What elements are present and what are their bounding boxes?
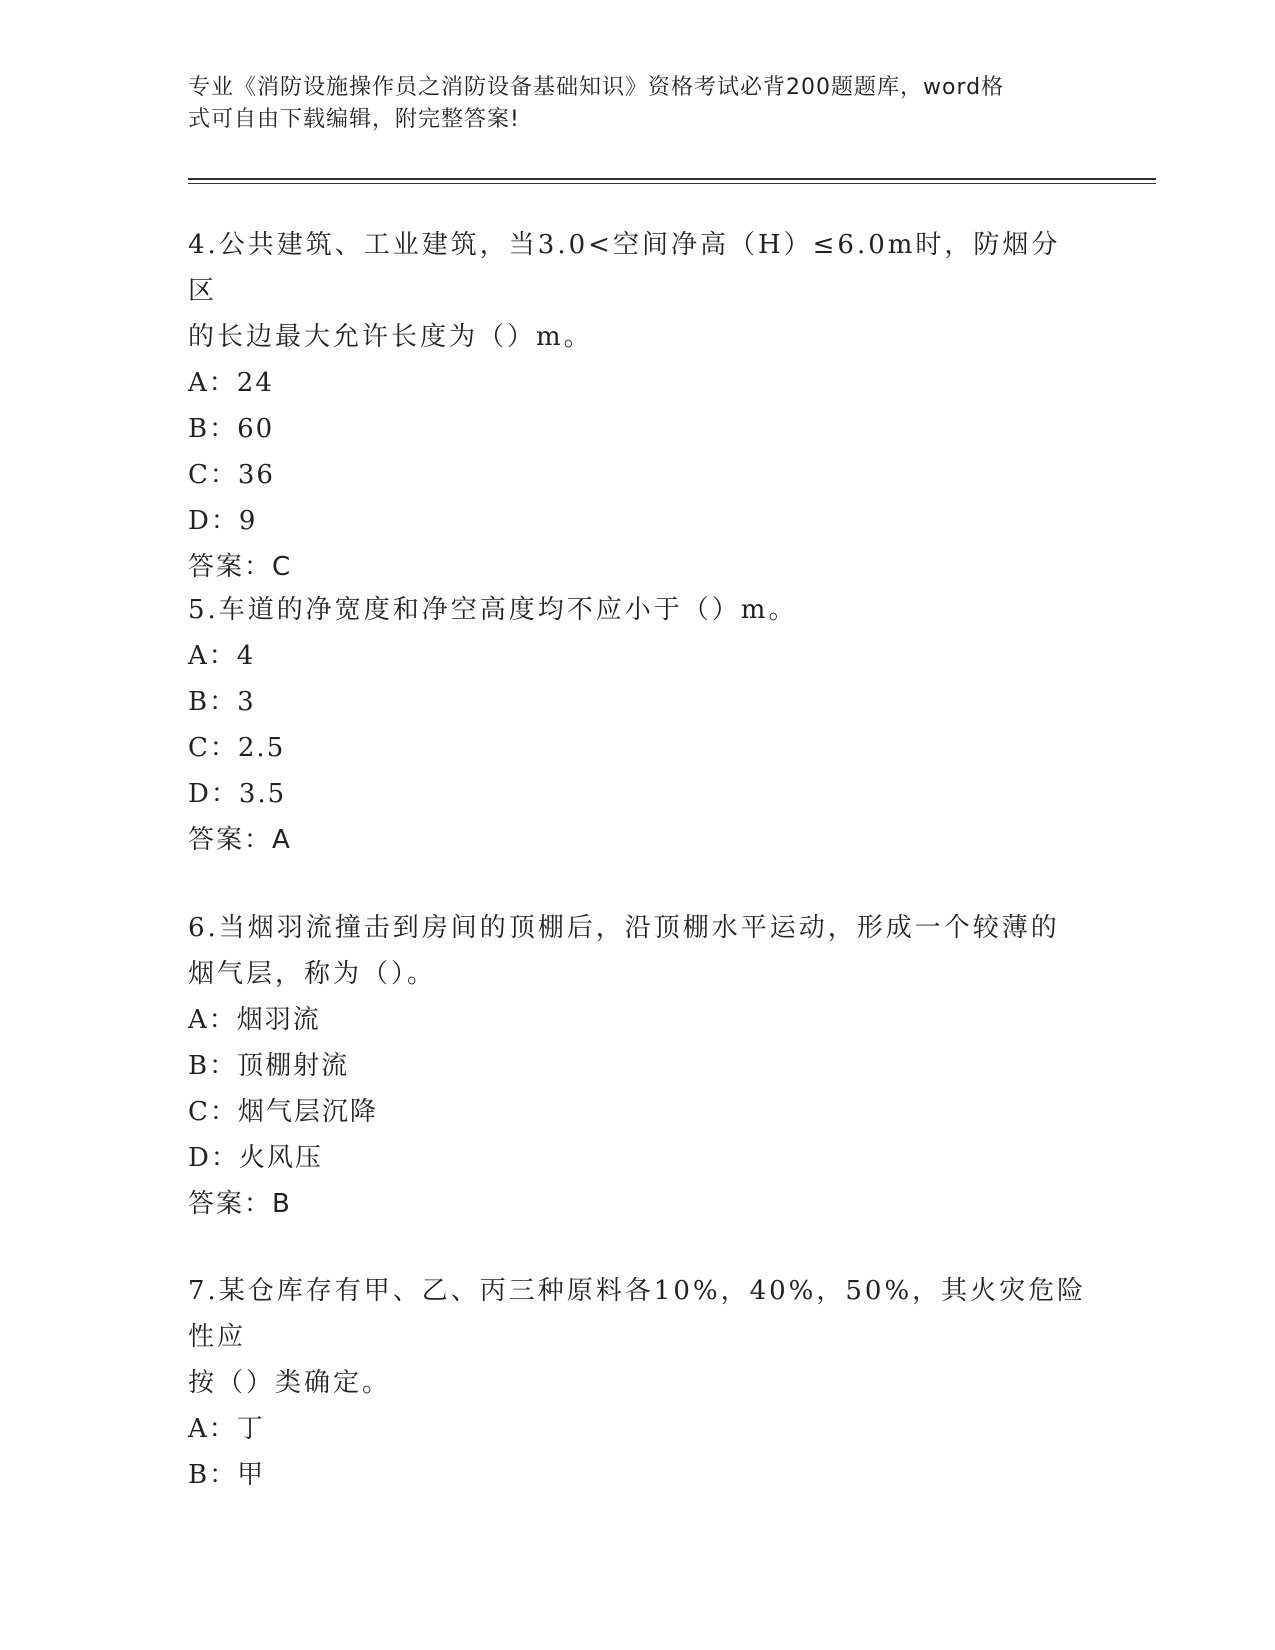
option-c: C：2.5 xyxy=(188,733,286,763)
question-stem-line: 4.公共建筑、工业建筑，当3.0<空间净高（H）≤6.0m时，防烟分区 xyxy=(188,230,1061,306)
question-stem-line: 烟气层，称为（）。 xyxy=(188,959,437,989)
option-a: A：4 xyxy=(188,641,256,671)
option-c: C：36 xyxy=(188,460,275,490)
question-stem-line: 的长边最大允许长度为（）m。 xyxy=(188,322,593,352)
question-4 xyxy=(188,222,1088,590)
answer-line: 答案：B xyxy=(188,1189,292,1219)
option-c: C：烟气层沉降 xyxy=(188,1097,378,1127)
header-divider-thin xyxy=(188,183,1156,184)
question-stem-line: 6.当烟羽流撞击到房间的顶棚后，沿顶棚水平运动，形成一个较薄的 xyxy=(188,913,1060,943)
question-stem-line: 按（）类确定。 xyxy=(188,1368,392,1398)
question-stem-line: 5.车道的净宽度和净空高度均不应小于（）m。 xyxy=(188,595,798,625)
document-header xyxy=(188,72,1068,136)
option-b: B：甲 xyxy=(188,1460,266,1490)
header-line-2: 式可自由下载编辑，附完整答案! xyxy=(188,107,520,132)
option-a: A：丁 xyxy=(188,1414,265,1444)
option-a: A：24 xyxy=(188,368,274,398)
option-b: B：60 xyxy=(188,414,275,444)
question-6 xyxy=(188,905,1088,1227)
option-d: D：火风压 xyxy=(188,1143,323,1173)
answer-line: 答案：C xyxy=(188,552,293,582)
option-d: D：3.5 xyxy=(188,779,287,809)
option-b: B：顶棚射流 xyxy=(188,1051,350,1081)
question-5 xyxy=(188,587,1088,863)
option-a: A：烟羽流 xyxy=(188,1005,321,1035)
option-d: D：9 xyxy=(188,506,258,536)
header-line-1: 专业《消防设施操作员之消防设备基础知识》资格考试必背200题题库，word格 xyxy=(188,75,1005,100)
answer-line: 答案：A xyxy=(188,825,292,855)
option-b: B：3 xyxy=(188,687,256,717)
question-7 xyxy=(188,1268,1088,1498)
header-divider-thick xyxy=(188,178,1156,180)
question-stem-line: 7.某仓库存有甲、乙、丙三种原料各10%，40%，50%，其火灾危险性应 xyxy=(188,1276,1087,1352)
